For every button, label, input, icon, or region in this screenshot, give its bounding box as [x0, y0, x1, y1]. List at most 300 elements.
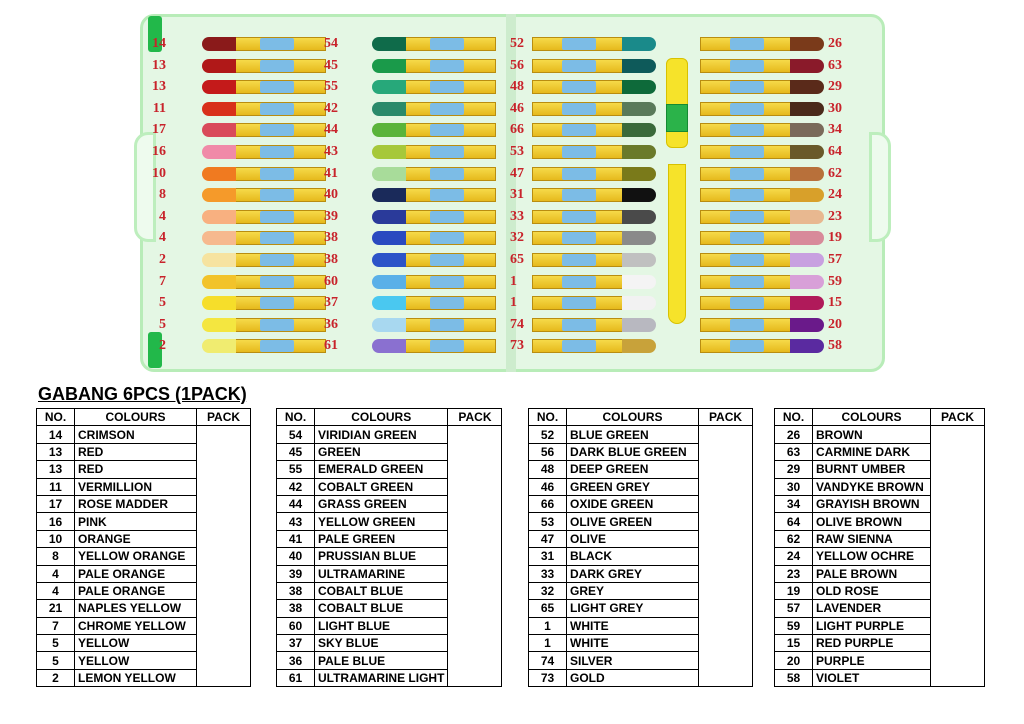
crayon: [532, 274, 656, 290]
crayon-tip: [790, 188, 824, 202]
crayon-label-art: [260, 254, 294, 266]
crayon: [372, 166, 496, 182]
crayon-tip: [622, 80, 656, 94]
crayon: [700, 274, 824, 290]
colour-name: COBALT GREEN: [315, 478, 448, 495]
crayon-tip: [202, 253, 236, 267]
colour-number: 13: [37, 461, 75, 478]
colour-number: 42: [277, 478, 315, 495]
crayon: [700, 230, 824, 246]
crayon-label-art: [260, 340, 294, 352]
colour-number: 16: [37, 513, 75, 530]
crayon-tip: [622, 275, 656, 289]
crayon: [532, 252, 656, 268]
crayon: [700, 187, 824, 203]
colour-number: 64: [775, 513, 813, 530]
crayon-label-art: [562, 38, 596, 50]
table-row: [529, 426, 753, 443]
crayon-tip: [790, 59, 824, 73]
crayon: [532, 166, 656, 182]
crayon-tip: [372, 37, 406, 51]
crayon-tip: [622, 253, 656, 267]
pack-cell: [931, 426, 985, 687]
header-pack: PACK: [699, 409, 753, 426]
crayon: [372, 209, 496, 225]
colour-number: 45: [277, 443, 315, 460]
crayon-label-art: [430, 297, 464, 309]
colour-number: 60: [277, 617, 315, 634]
crayon-label-art: [430, 103, 464, 115]
colour-table-4: [774, 408, 985, 687]
crayon-tip: [622, 188, 656, 202]
crayon-label-art: [260, 60, 294, 72]
colour-name: LAVENDER: [813, 600, 931, 617]
crayon-tip: [622, 37, 656, 51]
colour-name: SILVER: [567, 652, 699, 669]
crayon-label-art: [260, 38, 294, 50]
crayon-tip: [372, 59, 406, 73]
crayon-tip: [790, 37, 824, 51]
colour-name: VIOLET: [813, 669, 931, 686]
colour-number: 10: [37, 530, 75, 547]
colour-name: OLIVE: [567, 530, 699, 547]
crayon-tip: [372, 188, 406, 202]
colour-name: PALE ORANGE: [75, 582, 197, 599]
crayon-label-art: [430, 189, 464, 201]
crayon-tip: [202, 145, 236, 159]
colour-name: WHITE: [567, 635, 699, 652]
crayon-label-art: [730, 124, 764, 136]
colour-number: 46: [529, 478, 567, 495]
crayon: [372, 230, 496, 246]
header-pack: PACK: [197, 409, 251, 426]
header-no: NO.: [37, 409, 75, 426]
colour-number: 38: [277, 582, 315, 599]
crayon-tip: [202, 296, 236, 310]
crayon: [202, 36, 326, 52]
colour-name: WHITE: [567, 617, 699, 634]
crayon: [372, 58, 496, 74]
crayon-tip: [622, 145, 656, 159]
crayon-label-art: [730, 319, 764, 331]
colour-number: 29: [775, 461, 813, 478]
colour-number: 37: [277, 635, 315, 652]
crayon-tip: [202, 318, 236, 332]
crayon-label-art: [260, 168, 294, 180]
crayon: [700, 58, 824, 74]
colour-number: 40: [277, 548, 315, 565]
crayon-label-art: [562, 81, 596, 93]
crayon: [532, 295, 656, 311]
crayon-number-label: 73: [510, 338, 524, 354]
crayon-number-label: 65: [510, 252, 524, 267]
colour-number: 13: [37, 443, 75, 460]
crayon: [700, 144, 824, 160]
crayon-number-label: 16: [152, 144, 166, 159]
crayon: [700, 295, 824, 311]
crayon-number-label: 41: [324, 165, 338, 181]
colour-table-2: [276, 408, 502, 687]
crayon-label-art: [730, 254, 764, 266]
crayon: [202, 274, 326, 290]
colour-number: 66: [529, 495, 567, 512]
crayon-label-art: [430, 319, 464, 331]
crayon-number-label: 13: [152, 57, 166, 73]
crayon-tip: [622, 167, 656, 181]
crayon-number-label: 33: [510, 208, 524, 224]
colour-number: 54: [277, 426, 315, 443]
colour-name: PRUSSIAN BLUE: [315, 548, 448, 565]
colour-number: 36: [277, 652, 315, 669]
crayon-number-label: 8: [159, 187, 166, 203]
crayon: [372, 317, 496, 333]
crayon: [700, 101, 824, 117]
crayon: [202, 338, 326, 354]
crayon-label-art: [430, 211, 464, 223]
colour-number: 7: [37, 617, 75, 634]
header-no: NO.: [277, 409, 315, 426]
colour-number: 19: [775, 582, 813, 599]
crayon-number-label: 1: [510, 295, 517, 311]
crayon-number-label: 59: [828, 273, 842, 289]
crayon-number-label: 56: [510, 57, 524, 73]
header-pack: PACK: [931, 409, 985, 426]
crayon-label-art: [430, 146, 464, 158]
crayon-tip: [372, 296, 406, 310]
crayon-tip: [372, 210, 406, 224]
crayon-number-label: 52: [510, 36, 524, 51]
crayon-number-label: 29: [828, 79, 842, 95]
colour-name: LIGHT GREY: [567, 600, 699, 617]
crayon: [700, 209, 824, 225]
crayon-number-label: 60: [324, 273, 338, 289]
header-pack: PACK: [448, 409, 502, 426]
colour-number: 5: [37, 635, 75, 652]
crayon: [532, 230, 656, 246]
crayon-label-art: [730, 103, 764, 115]
crayon-label-art: [562, 232, 596, 244]
crayon-label-art: [730, 81, 764, 93]
case-handle-right: [869, 132, 891, 242]
crayon-tip: [202, 167, 236, 181]
crayon: [202, 295, 326, 311]
crayon-label-art: [562, 319, 596, 331]
table-row: [37, 426, 251, 443]
pack-cell: [699, 426, 753, 687]
crayon-label-art: [430, 124, 464, 136]
crayon: [202, 122, 326, 138]
crayon-label-art: [562, 168, 596, 180]
crayon: [202, 101, 326, 117]
crayon-tip: [622, 318, 656, 332]
crayon-label-art: [430, 168, 464, 180]
crayon-tip: [372, 80, 406, 94]
crayon-label-art: [562, 254, 596, 266]
crayon-tip: [372, 145, 406, 159]
crayon-label-art: [730, 340, 764, 352]
colour-number: 24: [775, 548, 813, 565]
colour-name: RED: [75, 461, 197, 478]
colour-table-1: [36, 408, 251, 687]
crayon: [532, 187, 656, 203]
crayon-case-photo: [140, 14, 885, 372]
crayon: [532, 209, 656, 225]
colour-name: RAW SIENNA: [813, 530, 931, 547]
crayon-number-label: 54: [324, 36, 338, 51]
colour-name: PALE BROWN: [813, 565, 931, 582]
colour-number: 31: [529, 548, 567, 565]
colour-name: PURPLE: [813, 652, 931, 669]
crayon-label-art: [430, 60, 464, 72]
crayon-label-art: [562, 340, 596, 352]
crayon-label-art: [730, 38, 764, 50]
crayon-label-art: [562, 103, 596, 115]
colour-number: 61: [277, 669, 315, 686]
crayon-tip: [372, 231, 406, 245]
crayon: [202, 58, 326, 74]
crayon-tip: [622, 210, 656, 224]
crayon-label-art: [260, 276, 294, 288]
header-colours: COLOURS: [567, 409, 699, 426]
pack-cell: [197, 426, 251, 687]
colour-number: 48: [529, 461, 567, 478]
colour-name: DEEP GREEN: [567, 461, 699, 478]
crayon-number-label: 31: [510, 187, 524, 203]
crayon-number-label: 4: [159, 208, 166, 224]
colour-number: 23: [775, 565, 813, 582]
crayon-number-label: 24: [828, 187, 842, 203]
crayon-tip: [790, 275, 824, 289]
crayon-number-label: 66: [510, 122, 524, 138]
crayon-label-art: [730, 60, 764, 72]
colour-name: GREEN GREY: [567, 478, 699, 495]
crayon: [372, 101, 496, 117]
crayon-number-label: 17: [152, 122, 166, 138]
crayon-number-label: 2: [159, 338, 166, 354]
crayon-tip: [622, 231, 656, 245]
colour-name: OLIVE GREEN: [567, 513, 699, 530]
scraper-tool: [668, 164, 686, 324]
crayon-number-label: 53: [510, 144, 524, 159]
colour-name: YELLOW: [75, 652, 197, 669]
colour-name: ULTRAMARINE: [315, 565, 448, 582]
colour-number: 4: [37, 582, 75, 599]
crayon-tip: [790, 253, 824, 267]
colour-name: BROWN: [813, 426, 931, 443]
crayon-number-label: 43: [324, 144, 338, 159]
crayon-label-art: [562, 297, 596, 309]
crayon-tip: [202, 210, 236, 224]
crayon-tip: [372, 339, 406, 353]
crayon: [700, 36, 824, 52]
colour-name: OXIDE GREEN: [567, 495, 699, 512]
colour-table-3: [528, 408, 753, 687]
crayon: [532, 58, 656, 74]
colour-name: GREY: [567, 582, 699, 599]
colour-name: BURNT UMBER: [813, 461, 931, 478]
colour-number: 21: [37, 600, 75, 617]
crayon-number-label: 48: [510, 79, 524, 95]
crayon: [202, 144, 326, 160]
crayon-label-art: [562, 60, 596, 72]
table-row: [775, 426, 985, 443]
crayon-number-label: 58: [828, 338, 842, 354]
colour-number: 65: [529, 600, 567, 617]
crayon-number-label: 23: [828, 208, 842, 224]
crayon-tip: [202, 37, 236, 51]
crayon-label-art: [260, 211, 294, 223]
crayon-tip: [372, 167, 406, 181]
colour-number: 4: [37, 565, 75, 582]
crayon-label-art: [562, 211, 596, 223]
crayon-label-art: [730, 146, 764, 158]
crayon-number-label: 38: [324, 230, 338, 246]
crayon-tip: [202, 231, 236, 245]
colour-name: CHROME YELLOW: [75, 617, 197, 634]
crayon-tip: [790, 210, 824, 224]
colour-name: YELLOW ORANGE: [75, 548, 197, 565]
colour-name: COBALT BLUE: [315, 582, 448, 599]
crayon: [532, 317, 656, 333]
colour-number: 2: [37, 669, 75, 686]
colour-name: VERMILLION: [75, 478, 197, 495]
crayon-label-art: [260, 81, 294, 93]
crayon-tip: [622, 59, 656, 73]
crayon-number-label: 40: [324, 187, 338, 203]
colour-name: VANDYKE BROWN: [813, 478, 931, 495]
colour-name: ORANGE: [75, 530, 197, 547]
crayon: [700, 122, 824, 138]
colour-name: CRIMSON: [75, 426, 197, 443]
colour-number: 1: [529, 635, 567, 652]
crayon-label-art: [430, 254, 464, 266]
crayon-tip: [202, 80, 236, 94]
crayon-tip: [790, 231, 824, 245]
crayon-tip: [622, 296, 656, 310]
colour-number: 26: [775, 426, 813, 443]
colour-number: 34: [775, 495, 813, 512]
colour-number: 14: [37, 426, 75, 443]
crayon-label-art: [260, 297, 294, 309]
colour-name: NAPLES YELLOW: [75, 600, 197, 617]
colour-name: COBALT BLUE: [315, 600, 448, 617]
crayon-tip: [790, 102, 824, 116]
colour-number: 11: [37, 478, 75, 495]
pack-cell: [448, 426, 502, 687]
crayon: [202, 317, 326, 333]
colour-number: 47: [529, 530, 567, 547]
page-heading: GABANG 6PCS (1PACK): [38, 384, 247, 404]
crayon-number-label: 62: [828, 165, 842, 181]
colour-number: 32: [529, 582, 567, 599]
crayon-number-label: 36: [324, 316, 338, 332]
colour-number: 17: [37, 495, 75, 512]
colour-name: LIGHT BLUE: [315, 617, 448, 634]
crayon: [202, 187, 326, 203]
crayon-number-label: 61: [324, 338, 338, 354]
crayon-number-label: 13: [152, 79, 166, 95]
crayon: [532, 101, 656, 117]
crayon: [372, 144, 496, 160]
crayon-tip: [372, 123, 406, 137]
crayon-tip: [790, 318, 824, 332]
colour-name: RED PURPLE: [813, 635, 931, 652]
colour-number: 20: [775, 652, 813, 669]
crayon-number-label: 15: [828, 295, 842, 311]
header-colours: COLOURS: [75, 409, 197, 426]
colour-name: PALE BLUE: [315, 652, 448, 669]
crayon-number-label: 37: [324, 295, 338, 311]
colour-name: ROSE MADDER: [75, 495, 197, 512]
crayon-label-art: [260, 189, 294, 201]
colour-number: 74: [529, 652, 567, 669]
crayon: [202, 166, 326, 182]
colour-number: 30: [775, 478, 813, 495]
sharpener-handle: [666, 58, 688, 148]
crayon-tip: [372, 275, 406, 289]
colour-number: 55: [277, 461, 315, 478]
colour-name: PINK: [75, 513, 197, 530]
colour-number: 52: [529, 426, 567, 443]
crayon-number-label: 74: [510, 316, 524, 332]
crayon-number-label: 64: [828, 144, 842, 159]
colour-name: YELLOW GREEN: [315, 513, 448, 530]
crayon-tip: [202, 275, 236, 289]
crayon-label-art: [730, 211, 764, 223]
colour-number: 39: [277, 565, 315, 582]
colour-name: GRASS GREEN: [315, 495, 448, 512]
colour-number: 41: [277, 530, 315, 547]
crayon-number-label: 5: [159, 295, 166, 311]
crayon-label-art: [730, 297, 764, 309]
colour-number: 53: [529, 513, 567, 530]
colour-number: 56: [529, 443, 567, 460]
crayon-number-label: 11: [152, 100, 166, 116]
crayon: [532, 36, 656, 52]
crayon-tip: [622, 102, 656, 116]
crayon-number-label: 57: [828, 252, 842, 267]
crayon-label-art: [730, 276, 764, 288]
crayon-label-art: [562, 146, 596, 158]
crayon-tip: [202, 123, 236, 137]
crayon-label-art: [430, 232, 464, 244]
crayon-tip: [372, 318, 406, 332]
colour-name: YELLOW OCHRE: [813, 548, 931, 565]
colour-name: BLACK: [567, 548, 699, 565]
sharpener-ring: [666, 104, 688, 132]
crayon: [700, 79, 824, 95]
crayon: [202, 209, 326, 225]
colour-number: 57: [775, 600, 813, 617]
colour-name: VIRIDIAN GREEN: [315, 426, 448, 443]
colour-name: PALE GREEN: [315, 530, 448, 547]
header-colours: COLOURS: [315, 409, 448, 426]
colour-number: 62: [775, 530, 813, 547]
crayon-tip: [202, 188, 236, 202]
colour-name: GOLD: [567, 669, 699, 686]
crayon-number-label: 32: [510, 230, 524, 246]
colour-number: 38: [277, 600, 315, 617]
crayon-label-art: [730, 232, 764, 244]
crayon: [202, 79, 326, 95]
colour-number: 15: [775, 635, 813, 652]
crayon: [700, 338, 824, 354]
crayon-label-art: [430, 340, 464, 352]
crayon-number-label: 30: [828, 100, 842, 116]
crayon-number-label: 26: [828, 36, 842, 51]
crayon-label-art: [430, 276, 464, 288]
crayon-tip: [790, 339, 824, 353]
